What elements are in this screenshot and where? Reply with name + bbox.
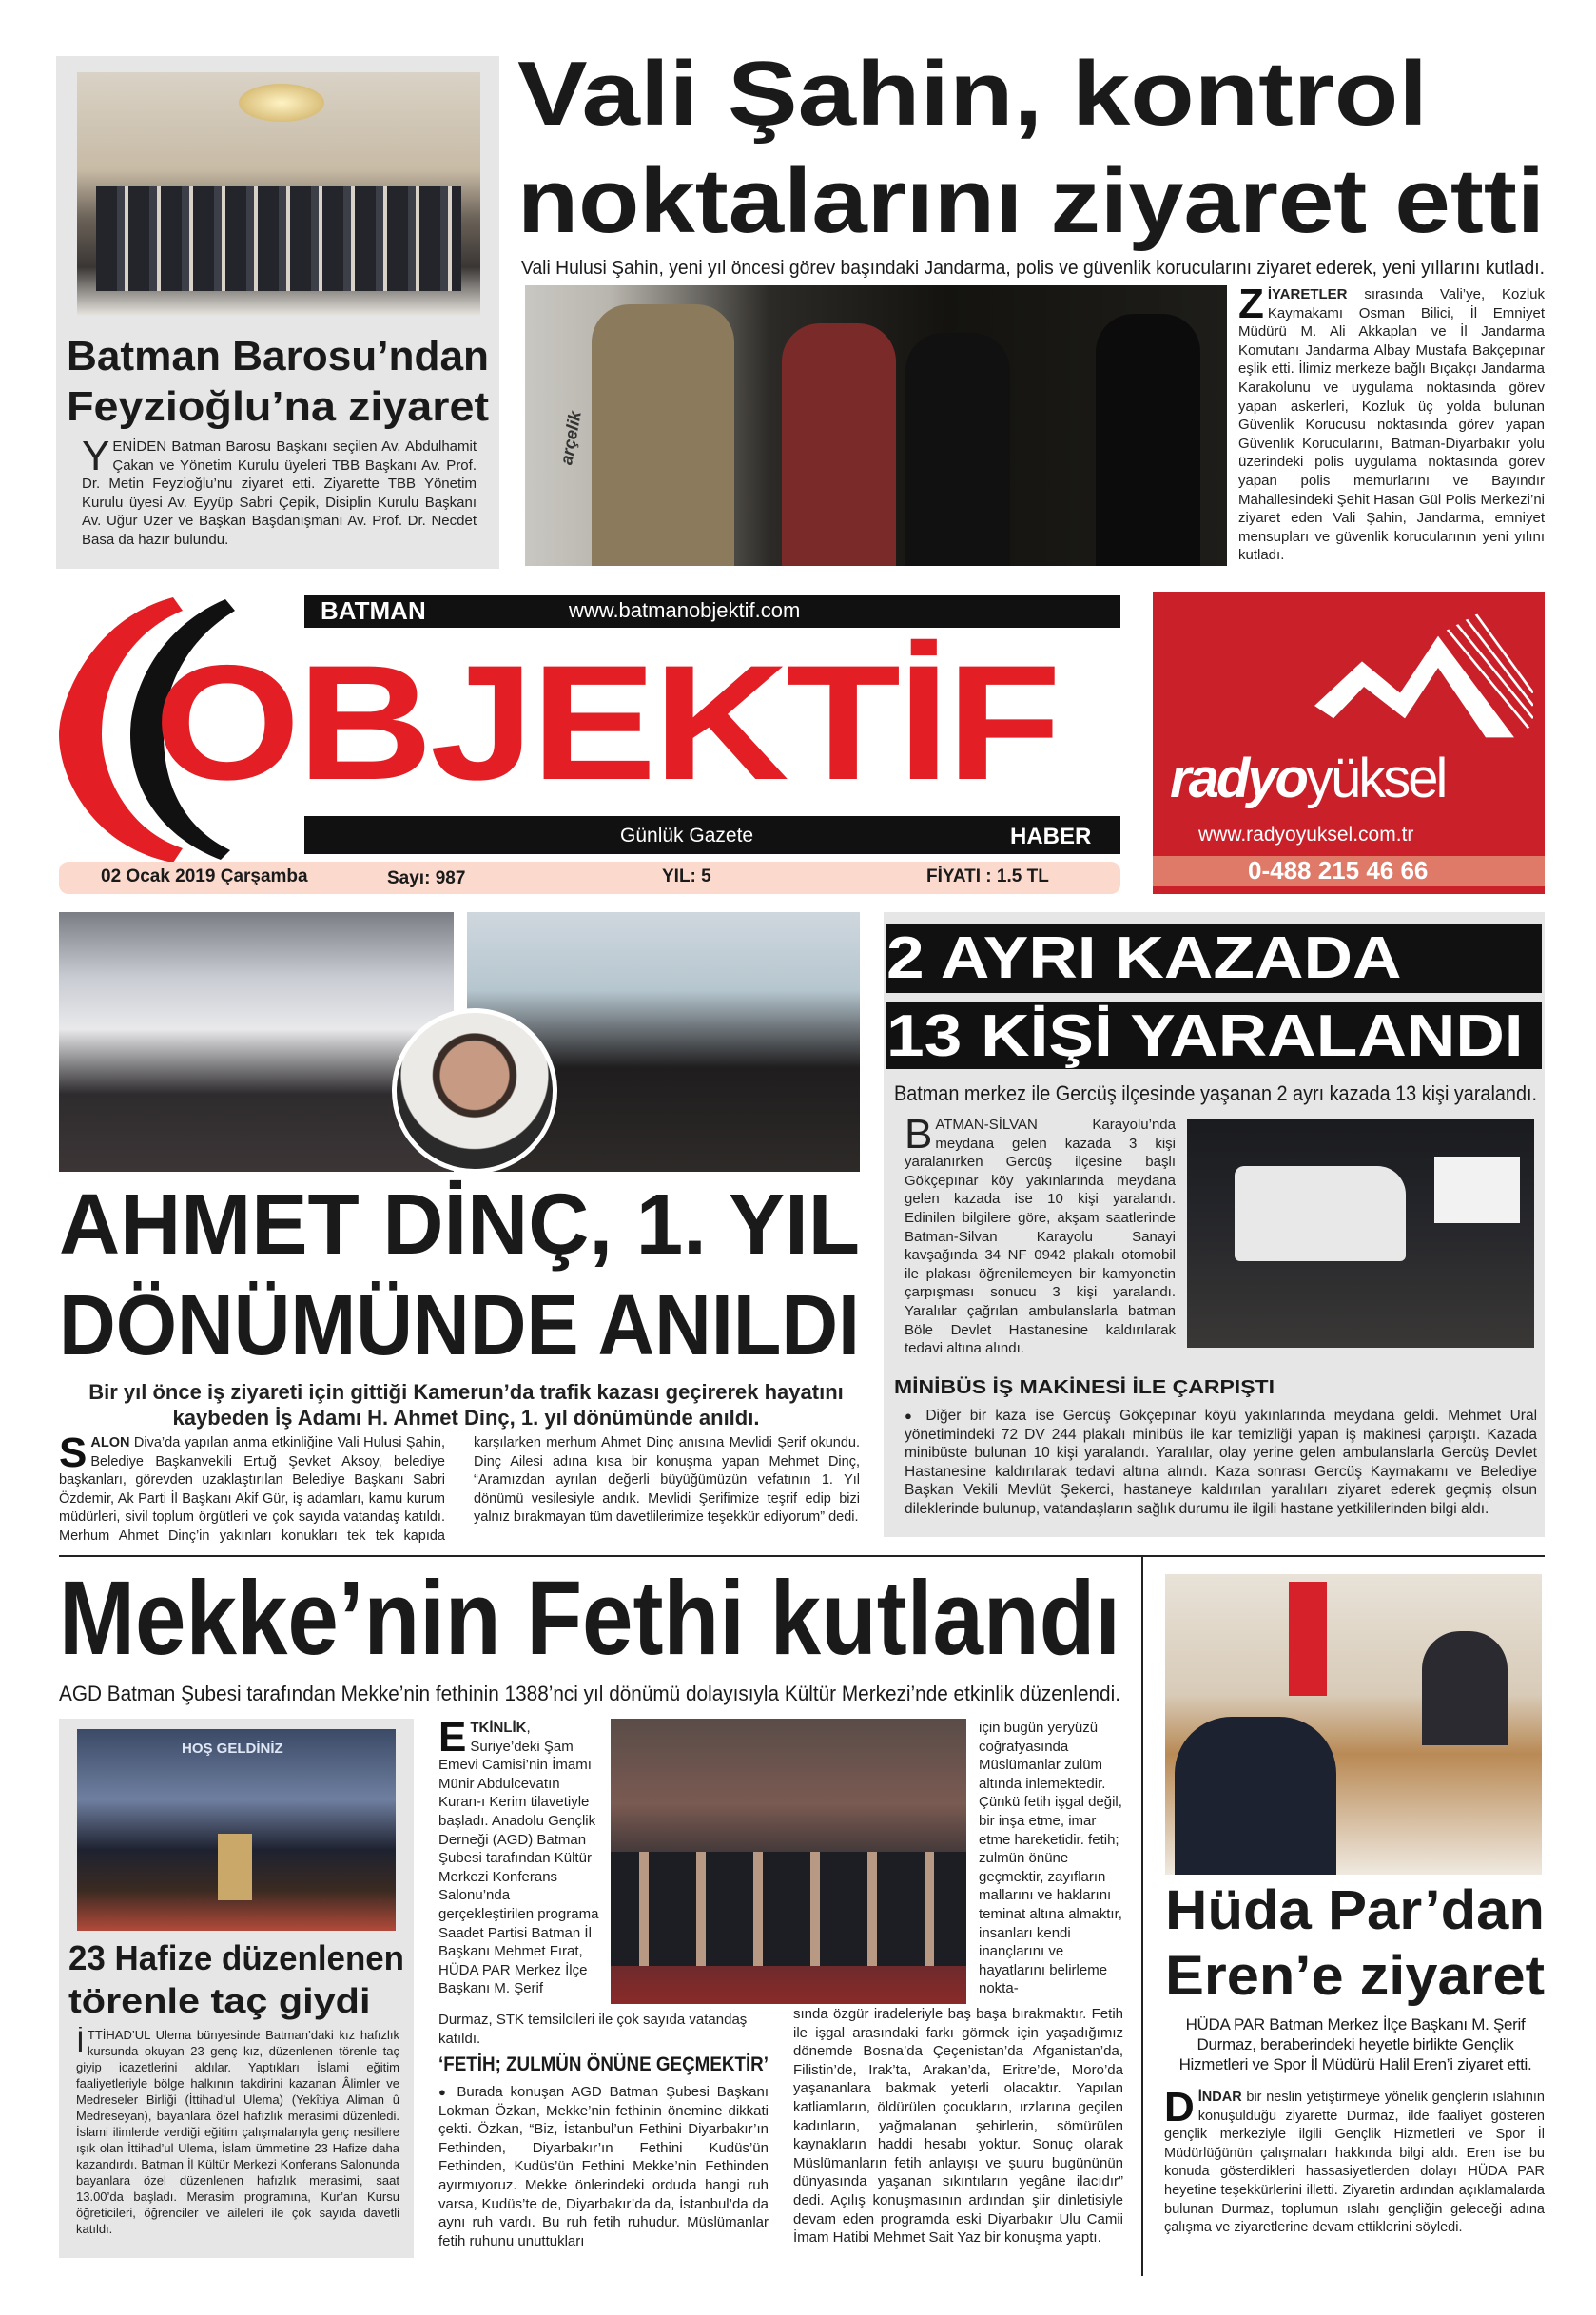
officer-figure [1096, 314, 1200, 566]
hafize-ceremony-photo [77, 1729, 396, 1931]
gendarme-figure [782, 323, 896, 566]
lead-word: TKİNLİK [470, 1720, 527, 1736]
mekke-headline: Mekke’nin Fethi kutlandı [59, 1560, 1120, 1677]
vali-headline-1: Vali Şahin, kontrol [517, 43, 1428, 145]
baro-body-text: ENİDEN Batman Barosu Başkanı seçilen Av. Abdulhamit Çakan ve Yönetim Kurulu üyeleri TBB Başkanı Av. Prof. Dr. Metin Feyzioğlu’nu ziyaret etti. Ziyarette TBB Yönetim Kurulu üyesi Av. Eyyüp Sabri Çepik, Disiplin Kurulu Başkanı Av. Uğur Uzer ve Başkan Başdanışmanı Av. Prof. Dr. Necdet Basa da hazır bulundu. [82, 438, 477, 548]
issue-year: YIL: 5 [662, 866, 711, 886]
mekke-body-2: Durmaz, STK temsilcileri ile çok sayıda vatandaş katıldı. [438, 2012, 748, 2047]
mekke-audience-photo [611, 1719, 966, 2004]
dropcap: Y [82, 438, 110, 479]
dinc-memorial-hall-photo [59, 912, 454, 1172]
kaza-headline-1: 2 AYRI KAZADA [886, 925, 1402, 991]
radio-brand-bold: radyo [1170, 748, 1306, 809]
mekke-body-3-text: Burada konuşan AGD Batman Şubesi Başkanı Lokman Özkan, Mekke’nin fethinin önemine dikkati çekti. Özkan, “Biz, İstanbul’un Fethini Diyarbakır’ın Fethinden, Diyarbakır’ın Fethini Kudüs’ün Fethinden, Kudüs’ün Fethini Mekke’nin Fethinden ayırmıyoruz. Mekke önlerindeki orduda hangi ruh varsa, Kudüs’te de, Diyarbakır’da da, İstanbul’da da aynı ruh vardı. Bu ruh fetih ruhudur. Müslümanlar fetih ruhunu unuttukları [438, 2084, 769, 2249]
masthead-tagline: Günlük Gazete [620, 825, 754, 846]
mekke-subtitle: AGD Batman Şubesi tarafından Mekke’nin fethinin 1388’nci yıl dönümü dolayısıyla Kültür Merkezi’nde etkinlik düzenlendi. [59, 1682, 1120, 1705]
soldier-figure [592, 304, 734, 566]
divider-horizontal [59, 1555, 1545, 1557]
hafize-body [76, 2027, 399, 2255]
radio-phone: 0-488 215 46 66 [1248, 856, 1429, 885]
radio-logo-mark-icon [1295, 611, 1533, 744]
mekke-body-4: için bugün yeryüzü coğrafyasında Müslümanlar zulüm altında inlemektedir. Çünkü fetih işgal değil, bir inşa etme, imar etme hareketidir. fetih; zulmün önüne geçmektir, zayıfların mallarını ve haklarını teminat altına almaktır, insanları kendi inançlarını ve hayatlarını belirleme nokta- [979, 1720, 1122, 1997]
hudapar-body-text: bir neslin yetiştirmeye yönelik gençlerin ıslahının konuşulduğu ziyarette Durmaz, ilde faaliyet gösteren gençlik merkeziyle ilgili Gençlik Hizmetleri ve Spor İl Müdürlüğünün çalışmaları hakkında bilgi aldı. Eren ise bu konuda gösterdikleri hassasiyetlerden dolayı HÜDA PAR heyetine teşekkürlerini illetti. Ziyaretin ardından açıklamalarda bulunan Durmaz, toplumun ıslahı gençliğin geleceği adına çalışma ve ziyaretlerine devam ettiklerini söyledi. [1164, 2090, 1545, 2236]
mekke-body-1-text: , Suriye’deki Şam Emevi Camisi’nin İmamı Münir Abdulcevatın Kuran-ı Kerim tilavetiyle başladı. Anadolu Gençlik Derneği (AGD) Batman Şubesi tarafından Kültür Merkezi Konferans Salonu’nda gerçekleştirilen programa Saadet Partisi Batman İl Başkanı Mehmet Fırat, HÜDA PAR Merkez İlçe Başkanı M. Şerif [438, 1720, 599, 1997]
ahmet-dinc-portrait [392, 1008, 557, 1174]
mekke-body-3 [438, 2083, 769, 2269]
dinc-body-text: Diva’da yapılan anma etkinliğine Vali Hulusi Şahin, Belediye Başkanvekili Ertuğ Şevket Aksoy, belediye başkanları, görevden uzaklaştırılan Belediye Başkanı Sabri Özdemir, Ak Parti İl Başkanı Akif Gür, iş adamları, kamu kurum müdürleri, sivil toplum örgütleri ve çok sayıda vatandaş katıldı. Merhum Ahmet Dinç’in yakınları konukları tek tek kapıda karşılarken merhum Ahmet Dinç anısına Mevlidi Şerif okundu. Dinç Ailesi adına kısa bir konuşma yapan Mehmet Dinç, “Aramızdan ayrılan değerli büyüğümüzün vefatının 1. Yıl dönümü vesilesiyle andık. Mevlidi Şerifimize teşrif edip bizi yalnız bırakmayan tüm davetlilerimize teşekkür ediyorum” dedi. [59, 1435, 860, 1544]
baro-body [82, 438, 477, 557]
kaza-subtitle: Batman merkez ile Gercüş ilçesinde yaşanan 2 ayrı kazada 13 kişi yaralandı. [894, 1081, 1537, 1105]
baro-group-photo [77, 72, 480, 316]
dinc-headline-1: AHMET DİNÇ, 1. YIL [59, 1177, 860, 1273]
masthead-section: HABER [1010, 824, 1092, 849]
hafize-headline-1: 23 Hafize düzenlenen [68, 1938, 404, 1977]
kaza-body-2-text: Diğer bir kaza ise Gercüş Gökçepınar köyü yakınlarında meydana geldi. Mehmet Ural yönetimindeki 72 DV 244 plakalı minibüs ile kar temizliği yapan iş makinesi çarpıştı. Kazada minibüste bulunan 10 kişi yaralandı. Yaralılar, olay yerine gelen ambulanslarla Gercüş Devlet Hastanesine kaldırılarak tedavi altına alındı. Kaza sonrası Gercüş Kaymakamı ve Belediye Başkan Vekili Mevlüt Şekerci, hastaneye kaldırılan yaralıları ziyaret ederek geçmiş olsun dileklerinde bulunup, vatandaşların sağlık durumu ile ilgili hastane yetkililerinden bilgi aldı. [905, 1408, 1537, 1517]
dinc-subtitle: Bir yıl önce iş ziyareti için gittiği Kamerun’da trafik kazası geçirerek hayatını kaybeden İş Adamı H. Ahmet Dinç, 1. yıl dönümünde anıldı. [88, 1380, 844, 1430]
kaza-subhead: MİNİBÜS İŞ MAKİNESİ İLE ÇARPIŞTI [894, 1377, 1275, 1398]
hudapar-visit-photo [1165, 1574, 1542, 1875]
dropcap: E [438, 1719, 467, 1761]
audience-rows [611, 1852, 966, 1966]
kaza-body [905, 1116, 1176, 1371]
dropcap: D [1164, 2089, 1195, 2130]
dropcap: Z [1238, 285, 1264, 327]
podium [218, 1834, 252, 1900]
lead-word: İNDAR [1197, 2090, 1242, 2105]
hafize-headline-2: törenle taç giydi [68, 1981, 371, 2020]
issue-date: 02 Ocak 2019 Çarşamba [101, 866, 308, 886]
bullet-icon: ● [905, 1409, 917, 1423]
flag [1289, 1582, 1327, 1696]
people [96, 186, 461, 291]
masthead [59, 592, 1120, 894]
masthead-website[interactable]: www.batmanobjektif.com [569, 598, 801, 622]
radio-yuksel-ad[interactable] [1153, 592, 1545, 894]
vali-body-text: sırasında Vali’ye, Kozluk Kaymakamı Osman Bilici, İl Emniyet Müdürü M. Ali Akkaplan ve İl Jandarma Komutanı Jandarma Albay Mustafa Bakçepınar eşlik etti. İlimiz merkeze bağlı Bıçakçı Jandarma Karakolunu ve uygulama noktasında görev yapan askerleri, Kozluk üç yolda bulunan Güvenlik Korucusu noktasında görev yapan Güvenlik Korucularını, Batman-Diyarbakır yolu üzerindeki polis uygulama noktasında görev yapan polis memurlarını ve Bayındır Mahallesindeki Şehit Hasan Gül Polis Merkezi’ni ziyaret eden Vali Şahin, Jandarma, emniyet mensupları ve güvenlik korucularının yeni yılını kutladı. [1238, 286, 1545, 564]
hudapar-subtitle: HÜDA PAR Batman Merkez İlçe Başkanı M. Şerif Durmaz, beraberindeki heyetle birlikte Gençlik Hizmetleri ve Spor İl Müdürü Halil Eren’i ziyaret etti. [1178, 2015, 1532, 2073]
hudapar-body [1164, 2089, 1545, 2269]
van [1235, 1166, 1406, 1261]
mekke-body-1 [438, 1719, 603, 1998]
bullet-icon: ● [438, 2085, 450, 2099]
radio-brand [1170, 748, 1445, 811]
photo-sign-text: arçelik [556, 409, 585, 467]
dropcap: B [905, 1116, 933, 1158]
kaza-accident-photo [1187, 1119, 1534, 1348]
lead-word: ALON [90, 1435, 130, 1450]
ambulance [1434, 1157, 1520, 1223]
lead-word: İYARETLER [1267, 286, 1348, 302]
dinc-body [59, 1434, 860, 1548]
dropcap: S [59, 1434, 88, 1476]
issue-number: Sayı: 987 [387, 868, 466, 888]
baro-headline-2: Feyzioğlu’na ziyaret [67, 383, 489, 430]
issue-price: FİYATI : 1.5 TL [926, 866, 1049, 886]
visitor-figure [1175, 1717, 1336, 1875]
masthead-city: BATMAN [321, 596, 426, 625]
photo-banner-text: HOŞ GELDİNİZ [182, 1741, 283, 1757]
mekke-subhead: ‘FETİH; ZULMÜN ÖNÜNE GEÇMEKTİR’ [438, 2053, 769, 2075]
kaza-body-2 [905, 1407, 1537, 1526]
divider-vertical [1141, 1557, 1143, 2276]
masthead-logo-wordmark: OBJEKTİF [154, 632, 1059, 814]
vali-subtitle: Vali Hulusi Şahin, yeni yıl öncesi görev başındaki Jandarma, polis ve güvenlik korucularını ziyaret ederek, yeni yıllarını kutladı. [521, 258, 1545, 279]
baro-headline-1: Batman Barosu’ndan [67, 333, 489, 379]
kaza-body-text: ATMAN-SİLVAN Karayolu’nda meydana gelen kazada 3 kişi yaralanırken Gercüş ilçesine başlı Gökçepınar köy yakınlarında meydana gelen kazada ise 10 kişi yaralandı. Edinilen bilgilere göre, akşam saatlerinde Batman-Silvan Karayolu Sanayi kavşağında 34 NF 0942 plakalı otomobil ile plakası öğrenilemeyen bir kamyonetin çarpışması sonucu 3 kişi yaralandı. Yaralılar çağrılan ambulanslarla batman Böle Devlet Hastanesine kaldırılarak tedavi altına alındı. [905, 1117, 1176, 1357]
radio-website[interactable]: www.radyoyuksel.com.tr [1198, 824, 1414, 846]
vali-checkpoint-photo [525, 285, 1227, 566]
dinc-headline-2: DÖNÜMÜNDE ANILDI [59, 1278, 860, 1373]
hudapar-headline-1: Hüda Par’dan [1165, 1879, 1545, 1941]
dropcap: İ [76, 2027, 85, 2059]
mekke-body-5: sında özgür iradeleriyle baş başa bırakmaktır. Fetih ile işgal arasındaki farkı görmek için yaşadığımız dönemde Bosna’da Çeçenistan’da Afganistan’da, Filistin’de, Irak’ta, Arakan’da, Eritre’de, Moro’da yaşananlara bakmak yeterli olacaktır. Yapılan katliamların, öldürülen çocukların, ırzlarına geçilen kadınların, yağmalanan şehirlerin, sömürülen kaynakların haddi hesabı yoktur. Sonuç olarak Müslümanların fetih anlayışı ve şuuru bugününün dünyasında yaşanan sıkıntıların yegâne ilacıdır” dedi. Açılış konuşmasının ardından şiir dinletisiyle devam eden programda eski Diyarbakır Ulu Camii İmam Hatibi Mehmet Sait Yaz bir konuşma yaptı. [793, 2006, 1123, 2247]
vali-body [1238, 285, 1545, 571]
kaza-headline-2: 13 KİŞİ YARALANDI [886, 1003, 1524, 1069]
chandelier [239, 84, 324, 122]
governor-figure [905, 333, 1010, 566]
director-figure [1422, 1631, 1508, 1745]
hudapar-headline-2: Eren’e ziyaret [1165, 1945, 1545, 2007]
hafize-body-text: TTİHAD’UL Ulema bünyesinde Batman’daki kız hafızlık kursunda okuyan 23 genç kız, düzenlenen törenle taç giyip icazetlerini aldılar. Yaptıkları İslami eğitim faaliyetleriyle bölge halkının takdirini kazanan Âlimler ve Medreseler Birliği (İttihad’ul Ulema) (Yekîtiya Aliman û Medreseyan), bayanlara özel hafızlık merasimi düzenledi. İslami ilimlerde verdiği eğitim çalışmalarıyla genç nesillere ışık olan İttihad’ul Ulema, İslam ümmetine 23 Hafize daha kazandırdı. Batman İl Kültür Merkezi Konferans Salonunda bayanlara özel düzenlenen hafızlık merasimi, saat 13.00’da başladı. Merasim programına, Kur’an Kursu öğreticileri, öğrenciler ve aileleri ile çok sayıda davetli katıldı. [76, 2028, 399, 2236]
vali-headline-2: noktalarını ziyaret etti [517, 150, 1545, 252]
radio-brand-light: yüksel [1305, 748, 1446, 809]
